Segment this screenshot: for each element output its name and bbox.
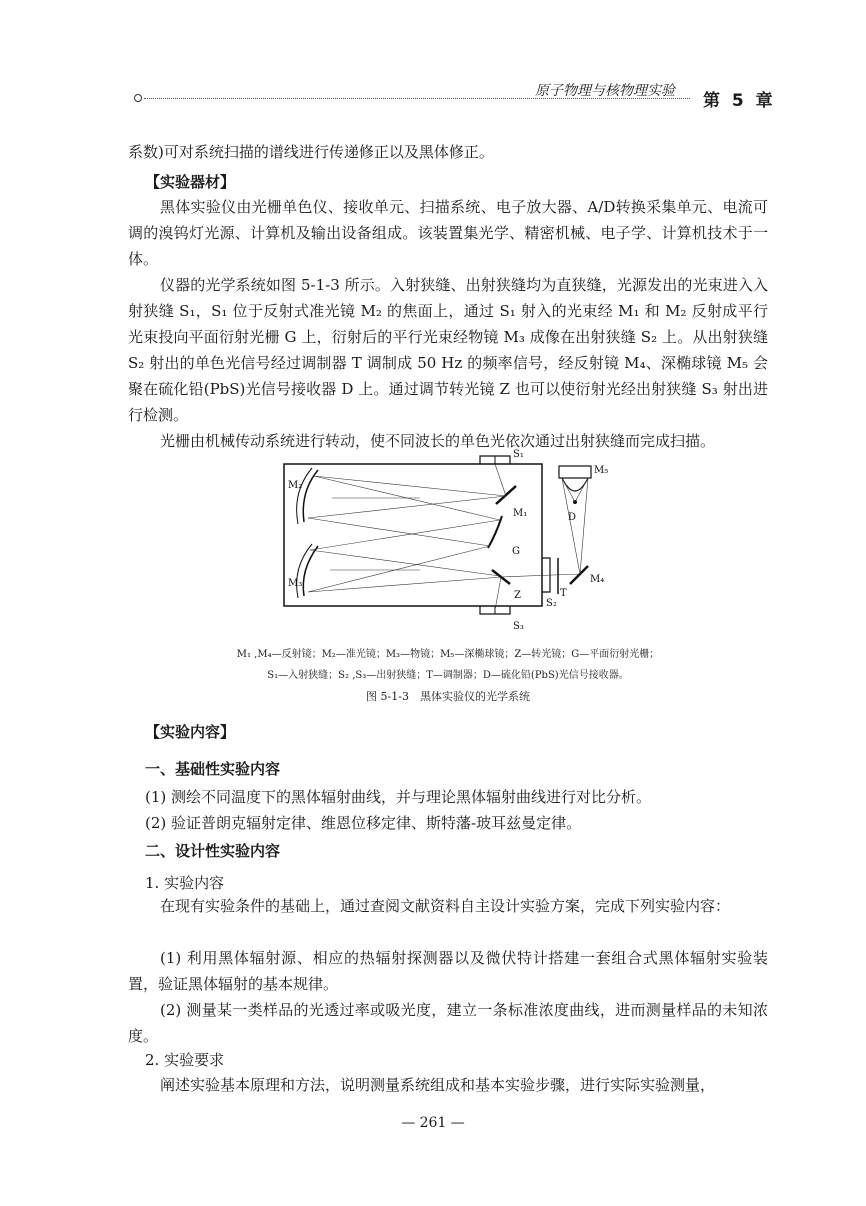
paragraph-design-intro: 在现有实验条件的基础上，通过查阅文献资料自主设计实验方案，完成下列实验内容： <box>160 897 731 915</box>
optical-system-diagram <box>270 446 630 632</box>
paragraph-optical-system: 仪器的光学系统如图 5-1-3 所示。入射狭缝、出射狭缝均为直狭缝，光源发出的光束进入入射狭缝 S₁，S₁ 位于反射式准光镜 M₂ 的焦面上，通过 S₁ 射入的光束经 M₁ 和 M₂ 反射成平行光束投向平面衍射光栅 G 上，衍射后的平行光束经物镜 M₃ 成像在出射狭缝 S₂ 上。从出射狭缝 S₂ 射出的单色光信号经过调制器 T 调制成 50 Hz 的频率信号，经反射镜 M₄、深椭球镜 M₅ 会聚在硫化铅(PbS)光信号接收器 D 上。通过调节转光镜 Z 也可以使衍射光经出射狭缝 S₃ 射出进行检测。 <box>128 276 768 424</box>
label-t: T <box>560 588 567 599</box>
figure-legend-line-2: S₁—入射狭缝；S₂ ,S₃—出射狭缝；T—调制器；D—硫化铅(PbS)光信号接收器。 <box>267 670 629 681</box>
paragraph-scanning: 光栅由机械传动系统进行转动，使不同波长的单色光依次通过出射狭缝而完成扫描。 <box>160 432 716 450</box>
paragraph-equipment: 黑体实验仪由光栅单色仪、接收单元、扫描系统、电子放大器、A/D转换采集单元、电流可调的溴钨灯光源、计算机及输出设备组成。该装置集光学、精密机械、电子学、计算机技术于一体。 <box>128 198 768 268</box>
subheading-content: 1. 实验内容 <box>145 874 225 892</box>
label-g: G <box>512 546 520 557</box>
label-d: D <box>568 512 577 523</box>
running-book-title: 原子物理与核物理实验 <box>535 83 675 99</box>
subheading-requirements: 2. 实验要求 <box>145 1051 225 1069</box>
heading-content: 【实验内容】 <box>145 723 236 741</box>
label-s1: S₁ <box>513 449 524 460</box>
label-m2: M₂ <box>288 480 303 491</box>
basic-item-1: (1) 测绘不同温度下的黑体辐射曲线，并与理论黑体辐射曲线进行对比分析。 <box>145 788 652 806</box>
label-m5: M₅ <box>594 465 609 476</box>
label-m4: M₄ <box>590 574 605 585</box>
running-chapter-label: 第 5 章 <box>703 91 776 111</box>
label-z: Z <box>514 590 521 601</box>
page-number: — 261 — <box>401 1115 465 1131</box>
header-circle-mark <box>134 94 142 102</box>
figure-caption: 图 5-1-3 黑体实验仪的光学系统 <box>366 690 530 703</box>
label-m1: M₁ <box>513 508 528 519</box>
ellipsoidal-mirror-m5 <box>559 466 591 478</box>
heading-equipment: 【实验器材】 <box>145 173 236 191</box>
paragraph-design-item-2: (2) 测量某一类样品的光透过率或吸光度，建立一条标准浓度曲线，进而测量样品的未知浓度。 <box>128 1001 768 1045</box>
paragraph-continuation: 系数)可对系统扫描的谱线进行传递修正以及黑体修正。 <box>128 143 494 161</box>
heading-design-experiments: 二、设计性实验内容 <box>145 842 281 860</box>
label-m3: M₃ <box>288 578 303 589</box>
label-s2: S₂ <box>546 598 557 609</box>
monochromator-housing <box>284 464 542 606</box>
label-s3: S₃ <box>513 621 524 632</box>
figure-legend-line-1: M₁ ,M₄—反射镜；M₂—准光镜；M₃—物镜；M₅—深椭球镜；Z—转光镜；G—平面衍射光栅； <box>236 649 660 660</box>
paragraph-requirements: 阐述实验基本原理和方法，说明测量系统组成和基本实验步骤，进行实际实验测量， <box>160 1076 716 1094</box>
ray-paths <box>308 464 588 610</box>
heading-basic-experiments: 一、基础性实验内容 <box>145 760 281 778</box>
basic-item-2: (2) 验证普朗克辐射定律、维恩位移定律、斯特藩-玻耳兹曼定律。 <box>145 814 582 832</box>
paragraph-design-item-1: (1) 利用黑体辐射源、相应的热辐射探测器以及微伏特计搭建一套组合式黑体辐射实验装置，验证黑体辐射的基本规律。 <box>128 949 768 993</box>
